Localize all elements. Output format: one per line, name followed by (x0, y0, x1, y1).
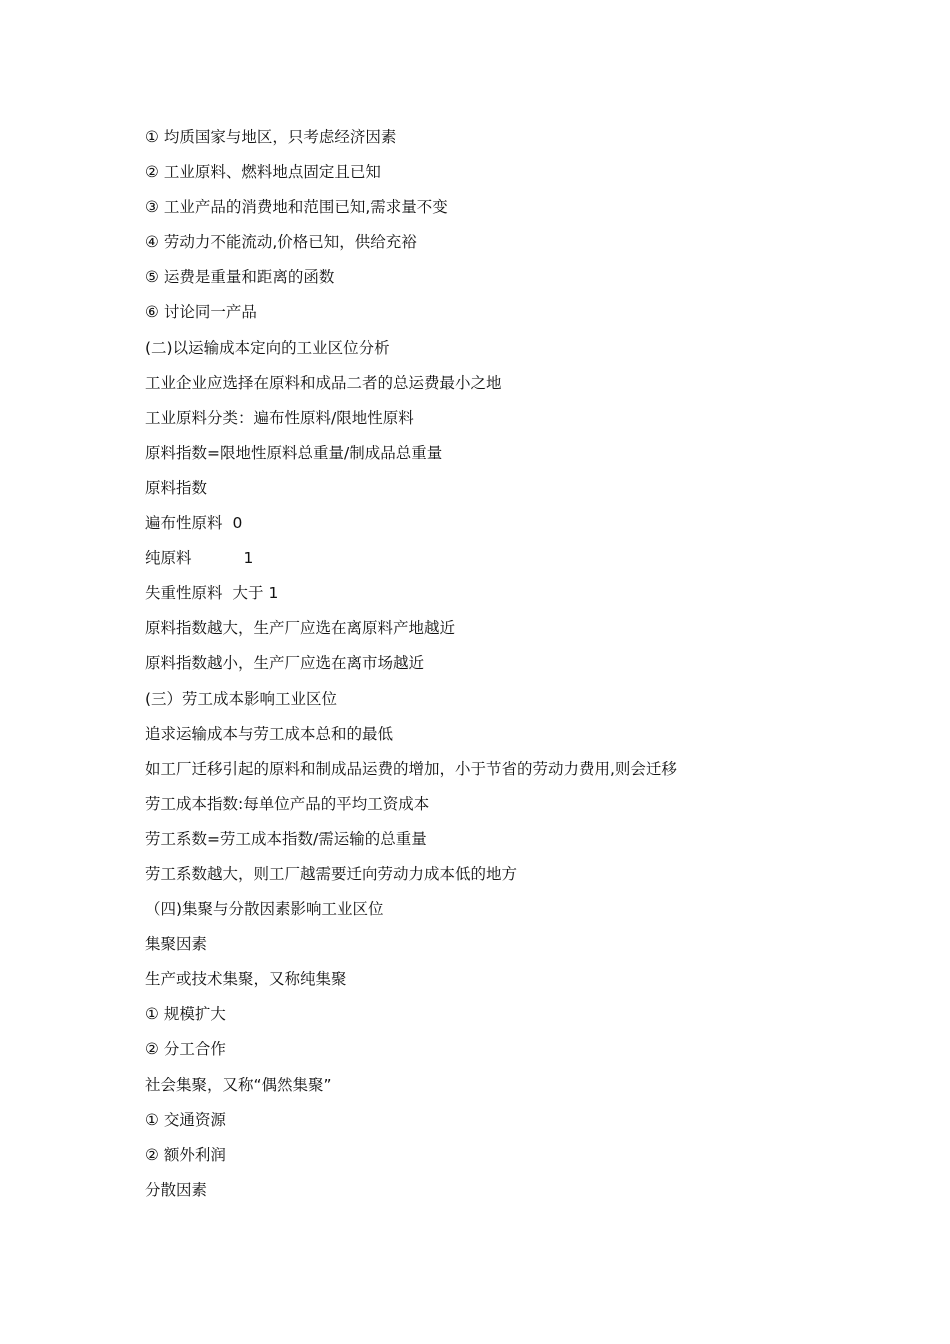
text-line: 分散因素 (145, 1180, 208, 1199)
section-heading: (三）劳工成本影响工业区位 (145, 689, 338, 708)
text-line: ② 额外利润 (145, 1145, 226, 1164)
text-line: 劳工系数=劳工成本指数/需运输的总重量 (145, 829, 427, 848)
text-line: 劳工系数越大，则工厂越需要迁向劳动力成本低的地方 (145, 864, 518, 883)
row-value: 0 (232, 514, 243, 533)
section-heading: (二)以运输成本定向的工业区位分析 (145, 338, 390, 357)
text-line: 如工厂迁移引起的原料和制成品运费的增加，小于节省的劳动力费用,则会迁移 (145, 759, 677, 778)
text-line: 生产或技术集聚，又称纯集聚 (145, 970, 347, 989)
text-line: 追求运输成本与劳工成本总和的最低 (145, 724, 394, 743)
text-line: 工业企业应选择在原料和成品二者的总运费最小之地 (145, 373, 502, 392)
row-label: 遍布性原料 (145, 514, 223, 533)
text-line: 社会集聚，又称“偶然集聚” (145, 1075, 332, 1094)
text-line: ① 规模扩大 (145, 1005, 226, 1024)
material-index-row (145, 576, 845, 611)
text-line: 原料指数越小，生产厂应选在离市场越近 (145, 654, 425, 673)
row-value: 大于 1 (232, 584, 279, 603)
text-line: 集聚因素 (145, 935, 208, 954)
row-label: 纯原料 (145, 549, 192, 568)
text-line: ① 交通资源 (145, 1110, 226, 1129)
text-line: ④ 劳动力不能流动,价格已知，供给充裕 (145, 233, 417, 252)
text-line: ② 分工合作 (145, 1040, 226, 1059)
text-line: 劳工成本指数:每单位产品的平均工资成本 (145, 794, 430, 813)
section-heading: （四)集聚与分散因素影响工业区位 (145, 900, 384, 919)
text-line: ⑤ 运费是重量和距离的函数 (145, 268, 335, 287)
text-line: 原料指数=限地性原料总重量/制成品总重量 (145, 443, 443, 462)
material-index-row (145, 541, 845, 576)
material-index-row (145, 506, 845, 541)
text-line: 工业原料分类：遍布性原料/限地性原料 (145, 408, 414, 427)
row-value: 1 (243, 549, 254, 568)
text-line: ② 工业原料、燃料地点固定且已知 (145, 163, 381, 182)
text-line: 原料指数 (145, 478, 208, 497)
row-label: 失重性原料 (145, 584, 223, 603)
text-line: ① 均质国家与地区，只考虑经济因素 (145, 128, 397, 146)
text-line: 原料指数越大，生产厂应选在离原料产地越近 (145, 619, 456, 638)
text-line: ③ 工业产品的消费地和范围已知,需求量不变 (145, 198, 448, 217)
text-line: ⑥ 讨论同一产品 (145, 303, 257, 322)
document-body (145, 120, 845, 1208)
